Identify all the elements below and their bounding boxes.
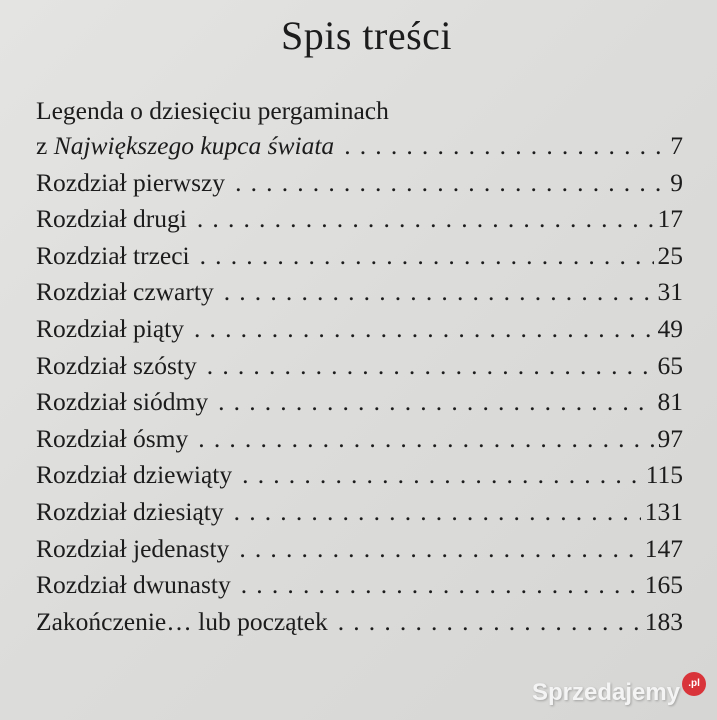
toc-entry-legend-line1: Legenda o dziesięciu pergaminach — [36, 96, 389, 125]
toc-page-number: 131 — [644, 496, 683, 526]
toc-label: Rozdział ósmy — [36, 423, 189, 453]
toc-label: Rozdział jedenasty — [36, 533, 230, 563]
toc-entry — [36, 567, 683, 604]
toc-label: Rozdział drugi — [36, 204, 187, 234]
toc-page-number: 183 — [644, 606, 683, 636]
leader-dots — [235, 165, 666, 202]
toc-page-number: 9 — [670, 167, 683, 197]
toc-label: Rozdział piąty — [36, 313, 184, 343]
toc-label: Rozdział dwunasty — [36, 570, 231, 600]
leader-dots — [234, 494, 641, 531]
toc-entry — [36, 494, 683, 531]
toc-label: Rozdział szósty — [36, 350, 197, 380]
leader-dots — [338, 604, 641, 641]
watermark-badge: .pl — [682, 672, 706, 696]
leader-dots — [224, 274, 654, 311]
toc-entry — [36, 201, 683, 238]
toc-page-number: 97 — [657, 423, 683, 453]
toc-entry — [36, 604, 683, 641]
toc-label: Zakończenie… lub początek — [36, 606, 328, 636]
toc-label: Rozdział dziewiąty — [36, 460, 233, 490]
toc-entry — [36, 165, 683, 202]
toc-page-number: 25 — [657, 240, 683, 270]
toc-page-number: 147 — [644, 533, 683, 563]
toc-page-number: 7 — [670, 131, 683, 160]
leader-dots — [242, 457, 642, 494]
page-title: Spis treści — [280, 13, 453, 58]
leader-dots — [239, 531, 640, 568]
toc-entry — [36, 421, 683, 458]
toc-page-number: 17 — [657, 204, 683, 234]
leader-dots — [198, 421, 653, 458]
toc-label: Rozdział trzeci — [36, 240, 190, 270]
toc-label: Rozdział dziesiąty — [36, 496, 224, 526]
toc-page-number: 31 — [657, 277, 683, 307]
toc-page-number: 81 — [657, 387, 683, 417]
toc-label: Rozdział czwarty — [36, 277, 214, 307]
toc-entry — [36, 531, 683, 568]
toc-entry — [36, 274, 683, 311]
leader-dots — [344, 128, 666, 165]
leader-dots — [197, 201, 654, 238]
watermark-text: Sprzedajemy — [532, 679, 681, 706]
toc-page-number: 65 — [657, 350, 683, 380]
leader-dots — [194, 311, 654, 348]
table-of-contents — [36, 94, 683, 640]
toc-label-italic: Największego kupca świata — [53, 131, 335, 160]
leader-dots — [241, 567, 641, 604]
toc-entry — [36, 457, 683, 494]
toc-entry — [36, 348, 683, 385]
toc-page-number: 49 — [657, 313, 683, 343]
toc-entry — [36, 238, 683, 275]
toc-label-prefix: z — [36, 131, 54, 160]
leader-dots — [200, 238, 654, 275]
toc-label: Rozdział siódmy — [36, 387, 209, 417]
toc-page-number: 115 — [645, 460, 683, 490]
sprzedajemy-watermark-logo — [532, 672, 706, 708]
toc-entry-legend — [36, 128, 683, 165]
leader-dots — [207, 348, 654, 385]
toc-label: Rozdział pierwszy — [36, 167, 226, 197]
toc-page-number: 165 — [644, 570, 683, 600]
toc-entry — [36, 311, 683, 348]
leader-dots — [218, 384, 653, 421]
toc-entry — [36, 384, 683, 421]
